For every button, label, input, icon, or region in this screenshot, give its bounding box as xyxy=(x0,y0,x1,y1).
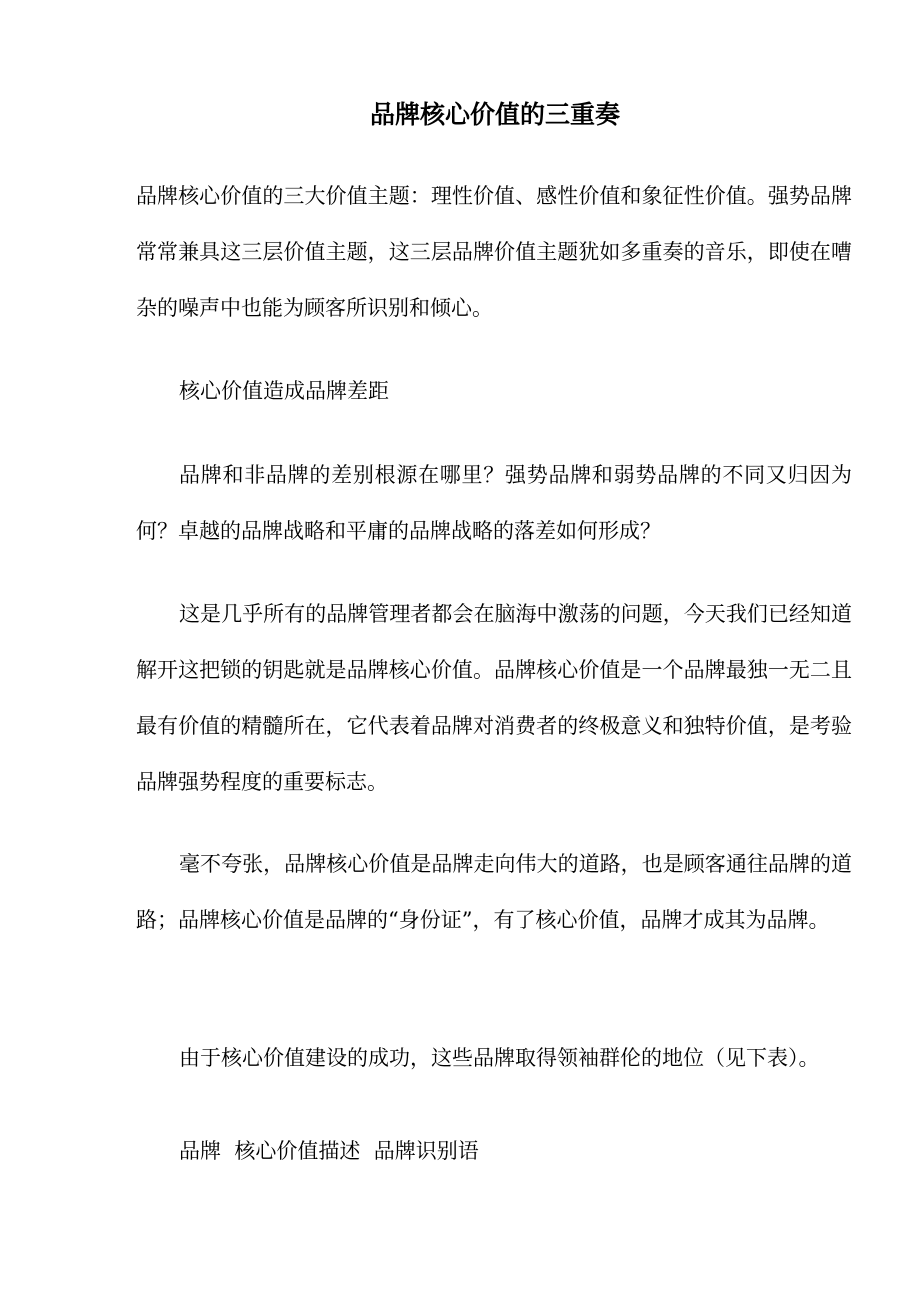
document-title: 品牌核心价值的三重奏 xyxy=(369,100,620,129)
paragraph-three-value-themes: 品牌核心价值的三大价值主题：理性价值、感性价值和象征性价值。强势品牌常常兼具这三层价值主题，这三层品牌价值主题犹如多重奏的音乐，即使在嘈杂的噪声中也能为顾客所识别和倾心。 xyxy=(136,184,852,320)
paragraph-leading-brands: 由于核心价值建设的成功，这些品牌取得领袖群伦的地位（见下表）。 xyxy=(179,1046,820,1070)
table-header-line: 品牌 核心价值描述 品牌识别语 xyxy=(179,1139,479,1163)
section-heading-brand-gap: 核心价值造成品牌差距 xyxy=(179,379,389,403)
paragraph-brand-identity: 毫不夸张，品牌核心价值是品牌走向伟大的道路，也是顾客通往品牌的道路；品牌核心价值是品牌的“身份证”，有了核心价值，品牌才成其为品牌。 xyxy=(136,852,852,932)
paragraph-core-value-key: 这是几乎所有的品牌管理者都会在脑海中激荡的问题，今天我们已经知道解开这把锁的钥匙就是品牌核心价值。品牌核心价值是一个品牌最独一无二且最有价值的精髓所在，它代表着品牌对消费者的终极意义和独特价值，是考验品牌强势程度的重要标志。 xyxy=(136,602,852,794)
paragraph-brand-questions: 品牌和非品牌的差别根源在哪里？强势品牌和弱势品牌的不同又归因为何？卓越的品牌战略和平庸的品牌战略的落差如何形成？ xyxy=(136,463,852,543)
